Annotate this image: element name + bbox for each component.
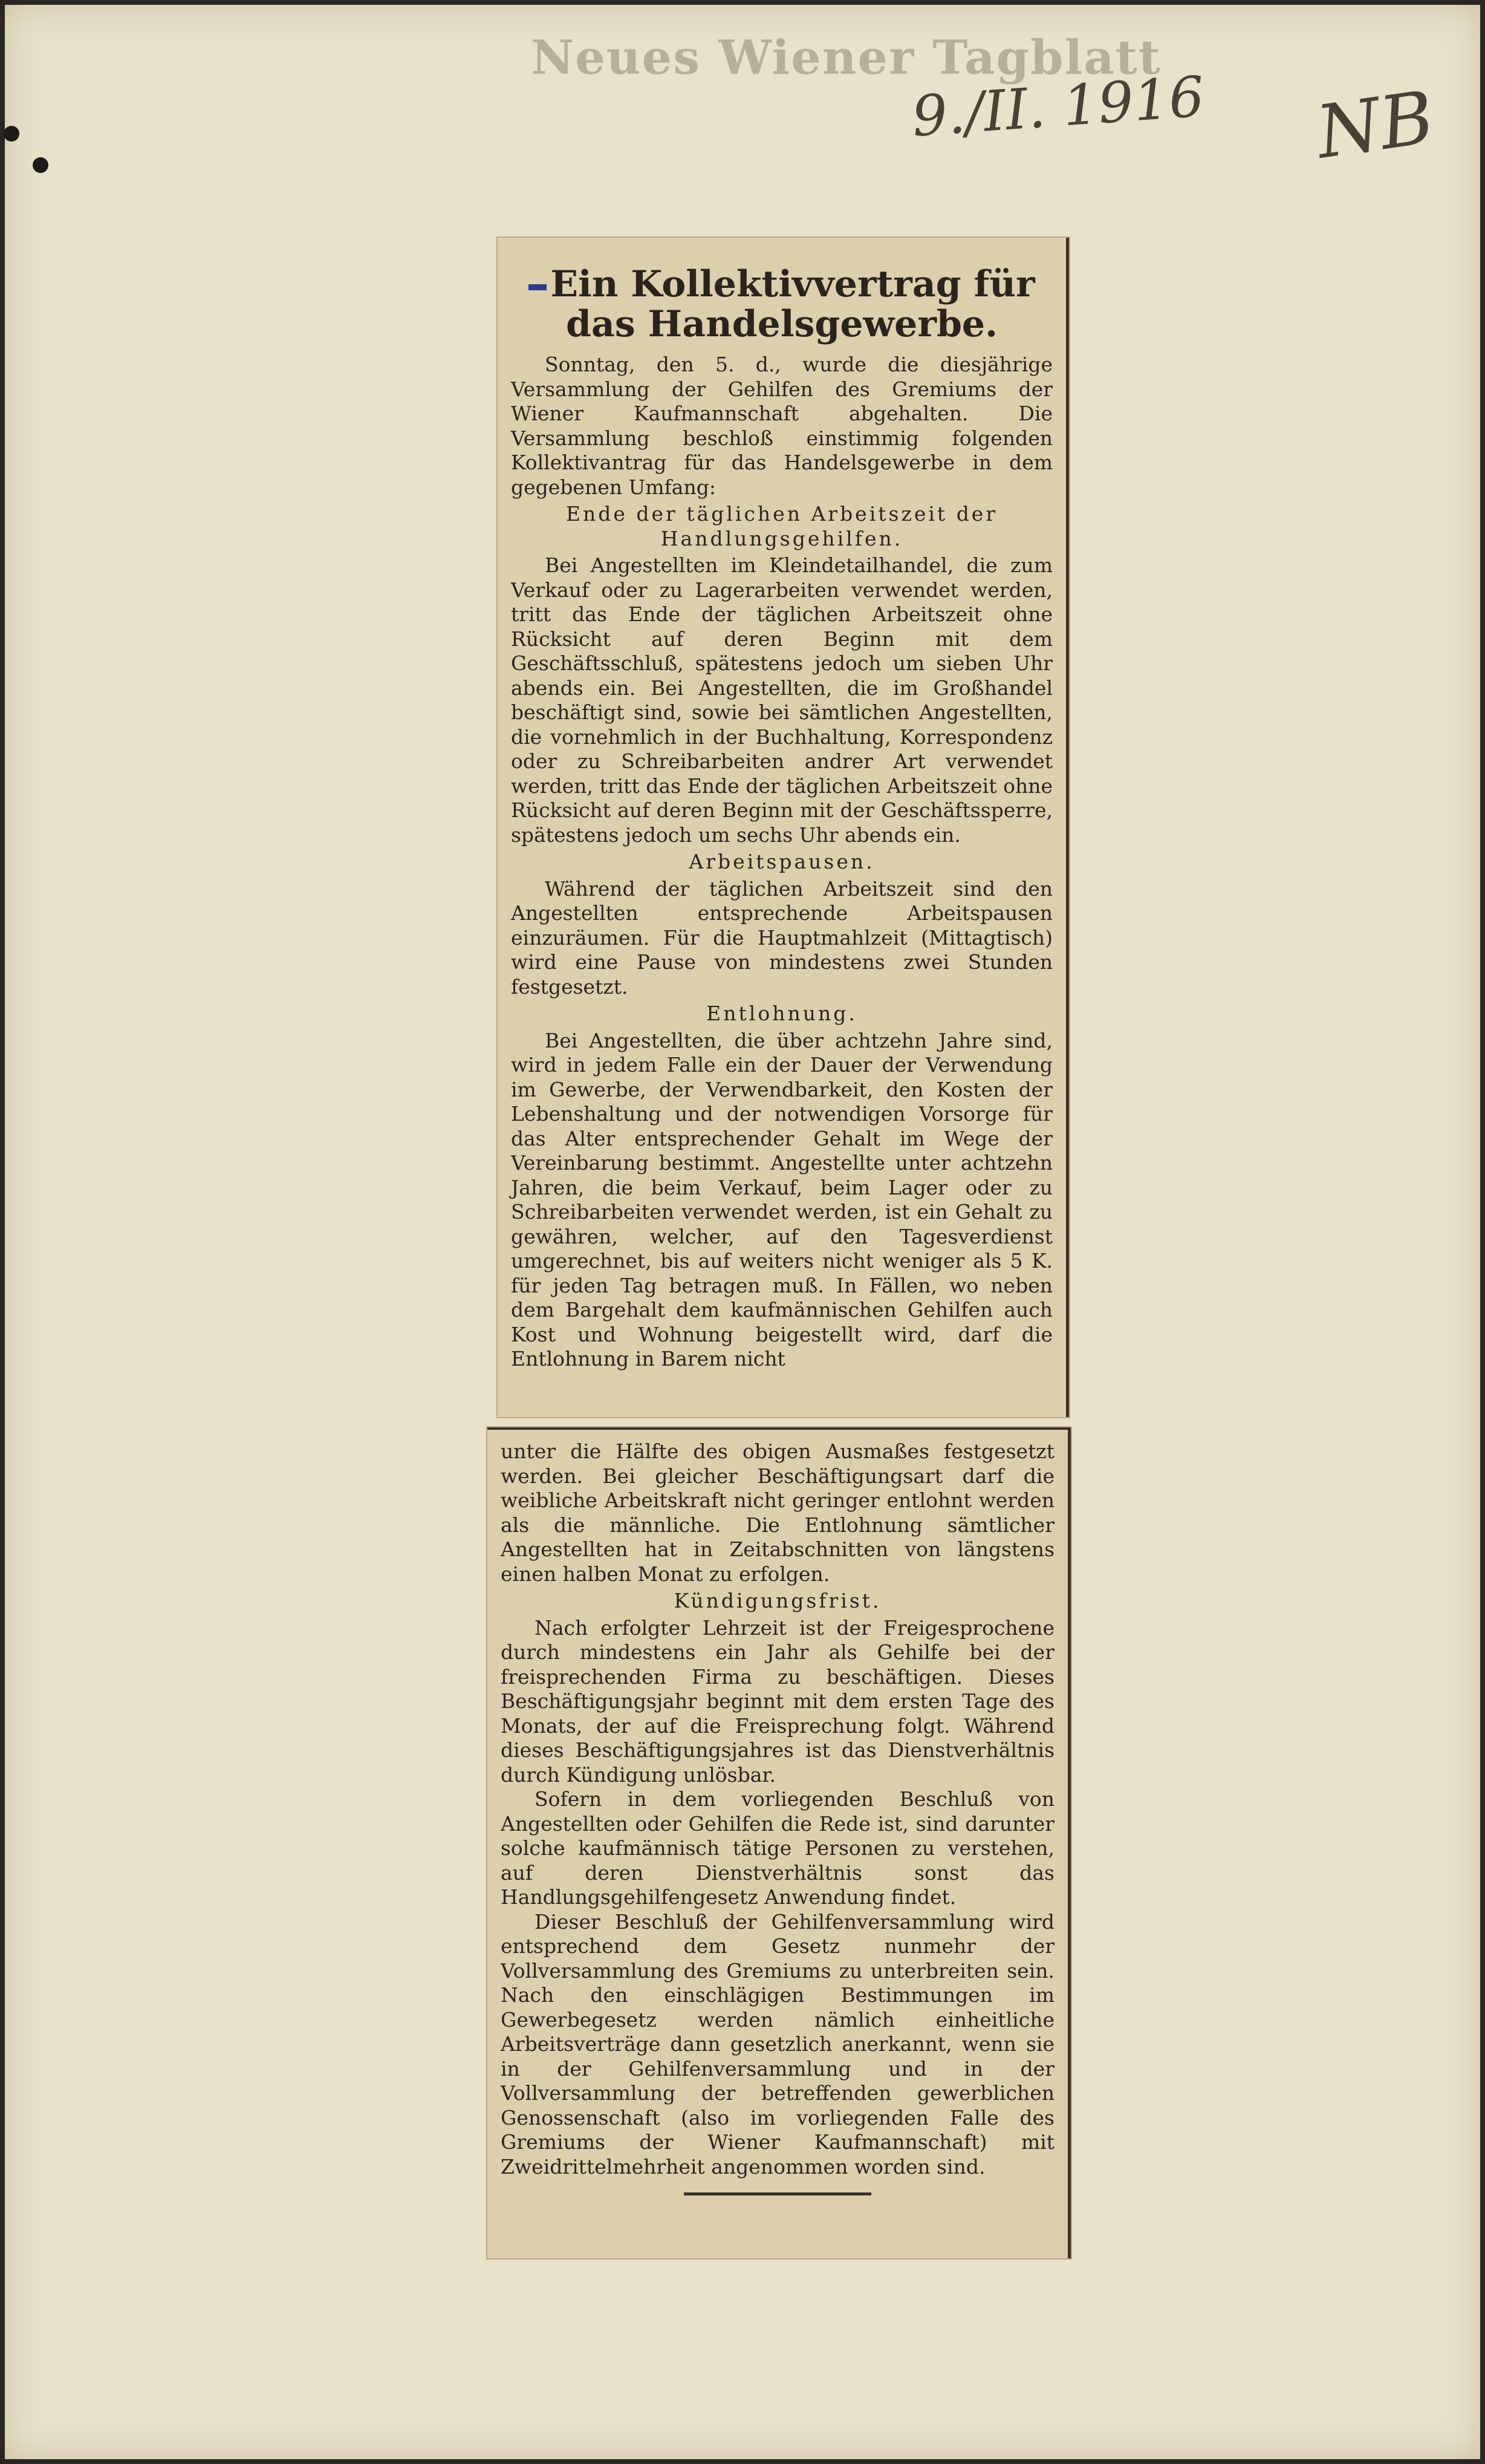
section-paragraph: Bei Angestellten im Kleindetailhandel, die zum Verkauf oder zu Lagerarbeiten verwendet werden, tritt das Ende der täglichen Arbeitszeit ohne Rücksicht auf deren Beginn mit dem Geschäftsschluß, spätestens jedoch um sieben Uhr abends ein. Bei Angestellten, die im Großhandel beschäftigt sind, sowie bei sämtlichen Angestellten, die vornehmlich in der Buchhaltung, Korrespondenz oder zu Schreibarbeiten andrer Art verwendet werden, tritt das Ende der täglichen Arbeitszeit ohne Rücksicht auf deren Beginn mit der Geschäftssperre, spätestens jedoch um sechs Uhr abends ein. xyxy=(511,553,1053,847)
clipping-part-1 xyxy=(498,238,1069,1417)
section-heading: Ende der täglichen Arbeitszeit der Handlungsgehilfen. xyxy=(565,502,998,550)
intro-paragraph: Sonntag, den 5. d., wurde die diesjährige Versammlung der Gehilfen des Gremiums der Wiener Kaufmannschaft abgehalten. Die Versammlung beschloß einstimmig folgenden Kollektivantrag für das Handelsgewerbe in dem gegebenen Umfang: xyxy=(511,353,1053,499)
newspaper-stamp: Neues Wiener Tagblatt xyxy=(531,30,1162,85)
closing-paragraph: Sofern in dem vorliegenden Beschluß von Angestellten oder Gehilfen die Rede ist, sind darunter solche kaufmännisch tätige Personen zu verstehen, auf deren Dienstverhältnis sonst das Handlungsgehilfengesetz Anwendung findet. xyxy=(501,1787,1054,1909)
end-rule xyxy=(684,2192,871,2195)
punch-hole xyxy=(4,126,19,142)
archive-sheet xyxy=(5,5,1480,2459)
section-paragraph: Nach erfolgter Lehrzeit ist der Freigesprochene durch mindestens ein Jahr als Gehilfe bei der freisprechenden Firma zu beschäftigen. Dieses Beschäftigungsjahr beginnt mit dem ersten Tage des Monats, der auf die Freisprechung folgt. Während dieses Beschäftigungsjahres ist das Dienstverhältnis durch Kündigung unlösbar. xyxy=(501,1615,1054,1787)
section-paragraph: unter die Hälfte des obigen Ausmaßes festgesetzt werden. Bei gleicher Beschäftigungsart darf die weibliche Arbeitskraft nicht geringer entlohnt werden als die männliche. Die Entlohnung sämtlicher Angestellten hat in Zeitabschnitten von längstens einen halben Monat zu erfolgen. xyxy=(501,1439,1054,1586)
section-paragraph: Während der täglichen Arbeitszeit sind den Angestellten entsprechende Arbeitspausen einzuräumen. Für die Hauptmahlzeit (Mittagtisch) wird eine Pause von mindestens zwei Stunden festgesetzt. xyxy=(511,876,1053,999)
section-heading: Kündigungsfrist. xyxy=(674,1589,882,1612)
article-headline: Ein Kollektivvertrag für das Handelsgewerbe. xyxy=(518,264,1045,344)
handwritten-initials: NB xyxy=(1311,76,1439,175)
section-paragraph: Bei Angestellten, die über achtzehn Jahre sind, wird in jedem Falle ein der Dauer der Verwendung im Gewerbe, der Verwendbarkeit, den Kosten der Lebenshaltung und der notwendigen Vorsorge für das Alter entsprechender Gehalt im Wege der Vereinbarung bestimmt. Angestellte unter achtzehn Jahren, die beim Verkauf, beim Lager oder zu Schreibarbeiten verwendet werden, ist ein Gehalt zu gewähren, welcher, auf den Tagesverdienst umgerechnet, bis auf weiters nicht weniger als 5 K. für jeden Tag betragen muß. In Fällen, wo neben dem Bargehalt dem kaufmännischen Gehilfen auch Kost und Wohnung beigestellt wird, darf die Entlohnung in Barem nicht xyxy=(511,1028,1053,1371)
section-heading: Arbeitspausen. xyxy=(689,850,875,873)
punch-hole xyxy=(33,157,48,173)
section-heading: Entlohnung. xyxy=(706,1002,857,1025)
handwritten-date: 9./II. 1916 xyxy=(909,64,1207,149)
closing-paragraph: Dieser Beschluß der Gehilfenversammlung wird entsprechend dem Gesetz nunmehr der Vollversammlung des Gremiums zu unterbreiten sein. Nach den einschlägigen Bestimmungen im Gewerbegesetz werden nämlich einheitliche Arbeitsverträge dann gesetzlich anerkannt, wenn sie in der Gehilfenversammlung und in der Vollversammlung der betreffenden gewerblichen Genossenschaft (also im vorliegenden Falle des Gremiums der Wiener Kaufmannschaft) mit Zweidrittelmehrheit angenommen worden sind. xyxy=(501,1909,1054,2179)
clipping-part-2 xyxy=(487,1427,1071,2258)
